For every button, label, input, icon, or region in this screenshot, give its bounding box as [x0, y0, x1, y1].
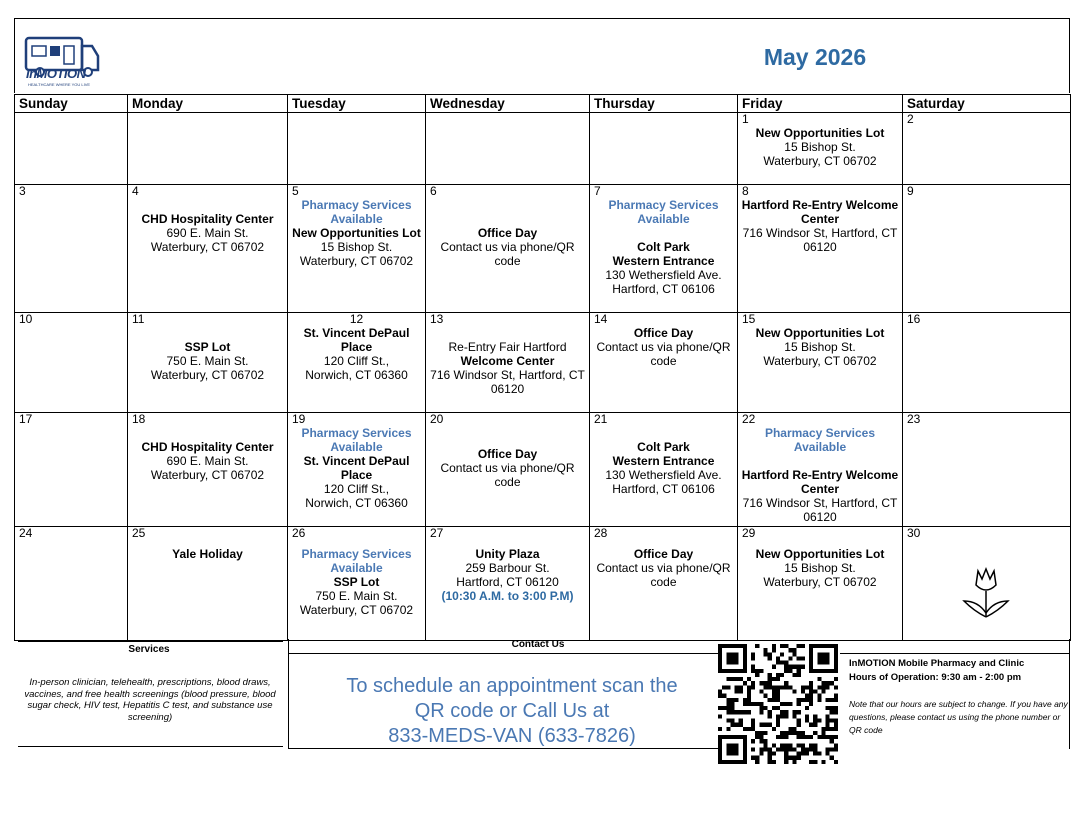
day-number: 16 [907, 312, 921, 326]
event-title: Colt Park [637, 440, 690, 454]
event-title: Western Entrance [612, 254, 715, 268]
services-bottom-rule [18, 746, 283, 747]
event-title: Welcome Center [460, 354, 555, 368]
event-title: SSP Lot [333, 575, 380, 589]
schedule-line-1: To schedule an appointment scan the [346, 675, 678, 697]
event-title: New Opportunities Lot [755, 126, 885, 140]
event-title: Yale Holiday [172, 547, 243, 561]
services-heading: Services [128, 644, 170, 655]
day-cell [128, 527, 288, 641]
event-title: Hartford Re-Entry Welcome Center [741, 198, 899, 226]
event-time: (10:30 A.M. to 3:00 P.M) [441, 589, 574, 603]
event-detail: Re-Entry Fair Hartford [448, 340, 567, 354]
event-title: Office Day [477, 226, 538, 240]
contact-divider [288, 639, 289, 748]
tulip-icon [960, 565, 1012, 621]
phone-number[interactable]: 833-MEDS-VAN (633-7826) [388, 725, 636, 747]
event-detail: 690 E. Main St. [166, 226, 249, 240]
day-cell [15, 527, 128, 641]
day-cell [590, 413, 738, 527]
day-events [738, 540, 902, 589]
month-title: May 2026 [763, 44, 867, 70]
day-cell [15, 313, 128, 413]
event-detail: 716 Windsor St, Hartford, CT 06120 [742, 496, 898, 524]
event-detail: 120 Cliff St., [323, 354, 390, 368]
weekday-thursday: Thursday [590, 95, 738, 113]
day-cell [288, 313, 426, 413]
hours-divider [1069, 639, 1070, 749]
day-cell [903, 413, 1071, 527]
event-detail: 750 E. Main St. [315, 589, 398, 603]
event-detail: Contact us via phone/QR code [596, 561, 731, 589]
day-number: 3 [19, 184, 26, 198]
day-cell [426, 185, 590, 313]
event-detail: Waterbury, CT 06702 [763, 354, 877, 368]
pharmacy-services-label: Pharmacy Services Available [301, 198, 412, 226]
day-number: 7 [594, 184, 601, 198]
day-number: 18 [132, 412, 146, 426]
day-number: 17 [19, 412, 33, 426]
day-number: 10 [19, 312, 33, 326]
event-detail: Contact us via phone/QR code [440, 240, 575, 268]
event-detail: 690 E. Main St. [166, 454, 249, 468]
weekday-tuesday: Tuesday [288, 95, 426, 113]
logo-wordmark: InMOTION [26, 66, 86, 81]
day-events [590, 426, 737, 496]
day-cell [128, 113, 288, 185]
day-number: 20 [430, 412, 444, 426]
day-cell [590, 313, 738, 413]
event-detail: Waterbury, CT 06702 [150, 368, 265, 382]
day-number: 28 [594, 526, 608, 540]
day-cell [903, 185, 1071, 313]
day-events [738, 126, 902, 168]
day-cell [426, 113, 590, 185]
day-number: 4 [132, 184, 139, 198]
day-cell [738, 113, 903, 185]
schedule-line-2: QR code or Call Us at [414, 700, 610, 722]
event-title: St. Vincent DePaul Place [303, 454, 410, 482]
pharmacy-services-label: Pharmacy Services Available [301, 426, 412, 454]
day-events [590, 198, 737, 296]
event-title: CHD Hospitality Center [141, 440, 274, 454]
day-number: 6 [430, 184, 437, 198]
hours-of-operation: Hours of Operation: 9:30 am - 2:00 pm [849, 672, 1022, 683]
event-title: CHD Hospitality Center [141, 212, 274, 226]
day-number: 25 [132, 526, 146, 540]
hours-rule [840, 653, 1070, 654]
day-cell [15, 185, 128, 313]
day-cell [128, 413, 288, 527]
pharmacy-services-label: Pharmacy Services Available [301, 547, 412, 575]
day-events [288, 540, 425, 617]
week-row [15, 185, 1071, 313]
logo-tagline: HEALTHCARE WHERE YOU LIVE [28, 82, 91, 87]
day-events [128, 426, 287, 482]
day-number: 8 [742, 184, 749, 198]
day-events [288, 198, 425, 268]
day-number: 24 [19, 526, 33, 540]
day-events [128, 198, 287, 254]
event-title: New Opportunities Lot [755, 326, 885, 340]
day-cell [590, 527, 738, 641]
day-cell [288, 113, 426, 185]
contact-heading: Contact Us [511, 639, 565, 650]
day-number: 9 [907, 184, 914, 198]
day-events [128, 326, 287, 382]
event-detail: Waterbury, CT 06702 [299, 254, 414, 268]
event-detail: 15 Bishop St. [784, 340, 856, 354]
event-title: New Opportunities Lot [292, 226, 421, 240]
day-events [128, 540, 287, 561]
event-detail: Norwich, CT 06360 [305, 496, 408, 510]
event-detail: 130 Wethersfield Ave. [605, 268, 722, 282]
event-detail: Waterbury, CT 06702 [763, 154, 877, 168]
day-cell [738, 313, 903, 413]
day-number: 29 [742, 526, 756, 540]
event-detail: 15 Bishop St. [320, 240, 393, 254]
event-title: SSP Lot [184, 340, 231, 354]
services-description: In-person clinician, telehealth, prescriptions, blood draws, vaccines, and free health screenings (blood pressure, blood sugar check, HIV test, Hepatitis C test, and substance use screening) [24, 677, 276, 723]
event-detail: Contact us via phone/QR code [596, 340, 731, 368]
day-cell [738, 185, 903, 313]
event-detail: Hartford, CT 06120 [456, 575, 559, 589]
event-detail: Contact us via phone/QR code [440, 461, 575, 489]
event-detail: Hartford, CT 06106 [612, 482, 715, 496]
day-cell [288, 527, 426, 641]
event-detail: Waterbury, CT 06702 [299, 603, 414, 617]
event-detail: 750 E. Main St. [166, 354, 249, 368]
pharmacy-services-label: Pharmacy Services Available [608, 198, 719, 226]
day-cell [128, 313, 288, 413]
calendar-grid [14, 94, 1071, 641]
hours-block [849, 657, 1069, 685]
event-title: Office Day [477, 447, 538, 461]
day-number: 22 [742, 412, 756, 426]
day-number: 11 [132, 312, 145, 326]
qr-code[interactable] [718, 644, 838, 764]
schedule-message [296, 674, 728, 749]
event-title: Office Day [633, 547, 694, 561]
day-number: 13 [430, 312, 444, 326]
day-cell [288, 413, 426, 527]
day-number: 23 [907, 412, 921, 426]
weekday-friday: Friday [738, 95, 903, 113]
day-number: 2 [907, 112, 914, 126]
weekday-sunday: Sunday [15, 95, 128, 113]
event-detail: 15 Bishop St. [784, 140, 856, 154]
event-detail: Norwich, CT 06360 [305, 368, 408, 382]
day-number: 21 [594, 412, 608, 426]
pharmacy-services-label: Pharmacy Services Available [764, 426, 876, 454]
day-number: 26 [292, 526, 306, 540]
event-detail: 716 Windsor St, Hartford, CT 06120 [430, 368, 585, 396]
day-events [590, 326, 737, 368]
day-cell [590, 185, 738, 313]
event-detail: Waterbury, CT 06702 [763, 575, 877, 589]
event-title: Hartford Re-Entry Welcome Center [741, 468, 899, 496]
day-cell [903, 113, 1071, 185]
event-detail: Hartford, CT 06106 [612, 282, 715, 296]
event-detail: Waterbury, CT 06702 [150, 468, 265, 482]
day-number: 1 [742, 112, 749, 126]
event-detail: 15 Bishop St. [784, 561, 856, 575]
event-detail: 259 Barbour St. [465, 561, 550, 575]
day-number: 5 [292, 184, 299, 198]
event-detail: 120 Cliff St., [323, 482, 390, 496]
day-cell [738, 413, 903, 527]
hours-note: Note that our hours are subject to change. If you have any questions, please contact us using the phone number or QR code [849, 699, 1068, 735]
day-events [426, 326, 589, 396]
weekday-wednesday: Wednesday [426, 95, 590, 113]
event-detail: Waterbury, CT 06702 [150, 240, 265, 254]
day-cell [426, 527, 590, 641]
day-number: 12 [349, 312, 364, 326]
services-top-rule [18, 641, 283, 642]
weekday-monday: Monday [128, 95, 288, 113]
event-title: Office Day [633, 326, 694, 340]
day-events [738, 426, 902, 524]
day-number: 19 [292, 412, 306, 426]
event-title: Colt Park [637, 240, 690, 254]
day-events [738, 326, 902, 368]
day-cell [590, 113, 738, 185]
day-events [426, 426, 589, 489]
day-events [288, 426, 425, 510]
day-cell [426, 413, 590, 527]
day-cell [128, 185, 288, 313]
event-title: St. Vincent DePaul Place [303, 326, 410, 354]
contact-rule [288, 653, 718, 654]
day-cell [426, 313, 590, 413]
day-number: 27 [430, 526, 444, 540]
event-title: Unity Plaza [475, 547, 540, 561]
day-cell [288, 185, 426, 313]
day-events [426, 198, 589, 268]
weekday-saturday: Saturday [903, 95, 1071, 113]
event-title: Western Entrance [612, 454, 715, 468]
day-events [590, 540, 737, 589]
week-row [15, 527, 1071, 641]
hours-title: InMOTION Mobile Pharmacy and Clinic [849, 658, 1025, 669]
day-events [426, 540, 589, 603]
day-number: 14 [594, 312, 608, 326]
day-events [288, 326, 425, 382]
day-number: 30 [907, 526, 921, 540]
weekday-header-row [15, 95, 1071, 113]
event-title: New Opportunities Lot [755, 547, 885, 561]
day-cell [15, 113, 128, 185]
day-cell [903, 313, 1071, 413]
event-detail: 716 Windsor St, Hartford, CT 06120 [742, 226, 898, 254]
week-row [15, 113, 1071, 185]
event-detail: 130 Wethersfield Ave. [605, 468, 722, 482]
week-row [15, 313, 1071, 413]
day-events [738, 198, 902, 254]
day-cell [15, 413, 128, 527]
week-row [15, 413, 1071, 527]
day-number: 15 [742, 312, 756, 326]
day-cell [738, 527, 903, 641]
